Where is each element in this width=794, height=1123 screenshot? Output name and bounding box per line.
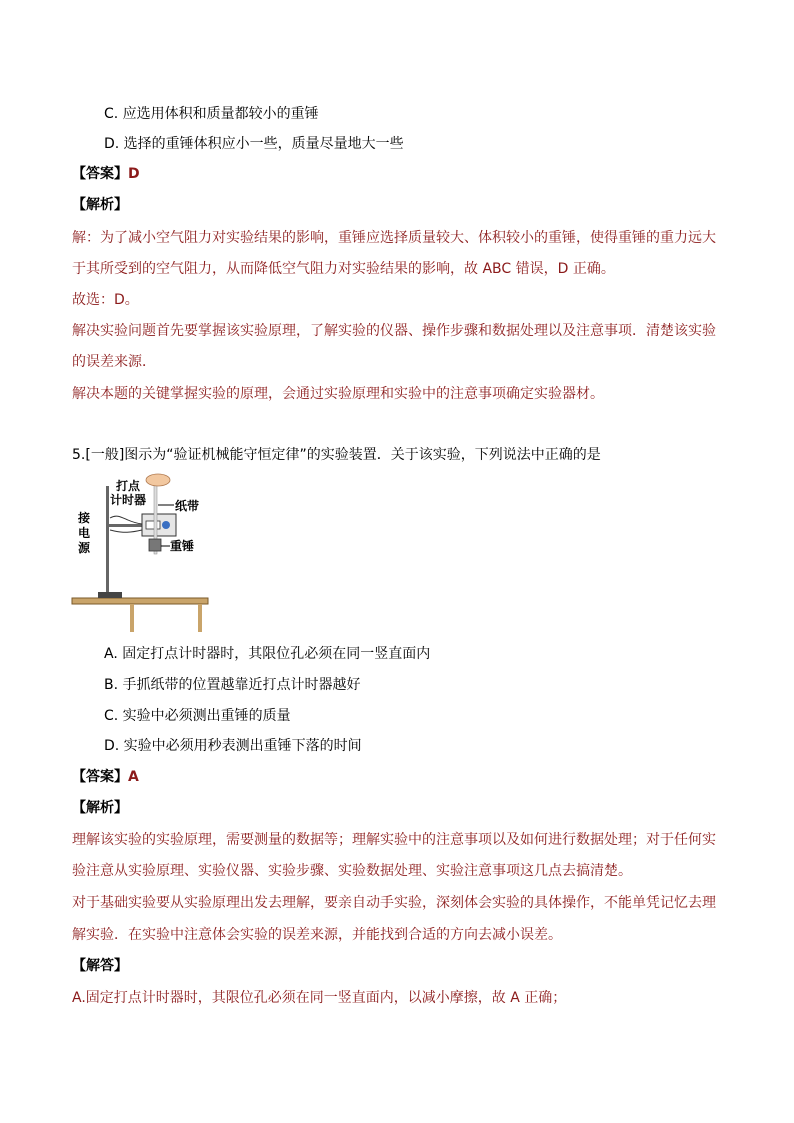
q5-option-c: C. 实验中必须测出重锤的质量 [104, 708, 291, 724]
q5-option-b: B. 手抓纸带的位置越靠近打点计时器越好 [104, 677, 361, 693]
label-power-2: 电 [78, 526, 91, 540]
label-weight: 重锤 [170, 539, 195, 553]
q5-analysis-label: 【解析】 [72, 800, 128, 816]
table-leg [198, 604, 202, 632]
label-tape: 纸带 [175, 499, 200, 513]
q5-solution-line1: A.固定打点计时器时，其限位孔必须在同一竖直面内，以减小摩擦，故 A 正确； [72, 990, 567, 1006]
weight-block [149, 539, 161, 551]
q5-analysis-line1: 理解该实验的实验原理，需要测量的数据等；理解实验中的注意事项以及如何进行数据处理；对于任何实 [72, 832, 716, 848]
q5-solution-label: 【解答】 [72, 958, 128, 974]
q4-option-d: D. 选择的重锤体积应小一些，质量尽量地大一些 [104, 136, 404, 152]
q4-analysis-line2: 于其所受到的空气阻力，从而降低空气阻力对实验结果的影响，故 ABC 错误，D 正确。 [72, 261, 615, 277]
q4-note-line1: 解决实验问题首先要掌握该实验原理，了解实验的仪器、操作步骤和数据处理以及注意事项．清楚该实验 [72, 323, 716, 339]
q4-analysis-label: 【解析】 [72, 197, 128, 213]
q5-analysis-line3: 对于基础实验要从实验原理出发去理解，要亲自动手实验，深刻体会实验的具体操作，不能单凭记忆去理 [72, 895, 716, 911]
table-top [72, 598, 208, 604]
stand-rod [106, 486, 109, 592]
table-leg [130, 604, 134, 632]
experiment-apparatus-figure [70, 472, 210, 634]
q5-analysis-line2: 验注意从实验原理、实验仪器、实验步骤、实验数据处理、实验注意事项这几点去搞清楚。 [72, 863, 632, 879]
q5-answer [72, 767, 139, 787]
timer-window [146, 521, 160, 529]
label-timer-top: 打点 [116, 479, 141, 493]
hand [146, 474, 170, 486]
label-power-1: 接 [78, 511, 91, 525]
answer-value: D [128, 166, 140, 182]
stand-base [98, 592, 122, 598]
q4-option-c: C. 应选用体积和质量都较小的重锤 [104, 106, 319, 122]
answer-value: A [128, 769, 139, 785]
q4-answer [72, 164, 140, 184]
q5-analysis-line4: 解实验．在实验中注意体会实验的误差来源，并能找到合适的方向去减小误差。 [72, 927, 562, 943]
q5-stem: 5.[一般]图示为“验证机械能守恒定律”的实验装置．关于该实验，下列说法中正确的是 [72, 447, 601, 463]
q4-note-line2: 的误差来源． [72, 354, 156, 370]
q4-choose: 故选：D。 [72, 292, 139, 308]
label-timer-bottom: 计时器 [110, 493, 147, 507]
label-power-3: 源 [78, 541, 91, 555]
answer-label: 【答案】 [72, 166, 128, 182]
q4-note-line3: 解决本题的关键掌握实验的原理，会通过实验原理和实验中的注意事项确定实验器材。 [72, 386, 604, 402]
q5-option-d: D. 实验中必须用秒表测出重锤下落的时间 [104, 738, 362, 754]
q4-analysis-line1: 解：为了减小空气阻力对实验结果的影响，重锤应选择质量较大、体积较小的重锤，使得重锤的重力远大 [72, 230, 716, 246]
timer-dial [162, 521, 170, 529]
q5-option-a: A. 固定打点计时器时，其限位孔必须在同一竖直面内 [104, 646, 431, 662]
answer-label: 【答案】 [72, 769, 128, 785]
